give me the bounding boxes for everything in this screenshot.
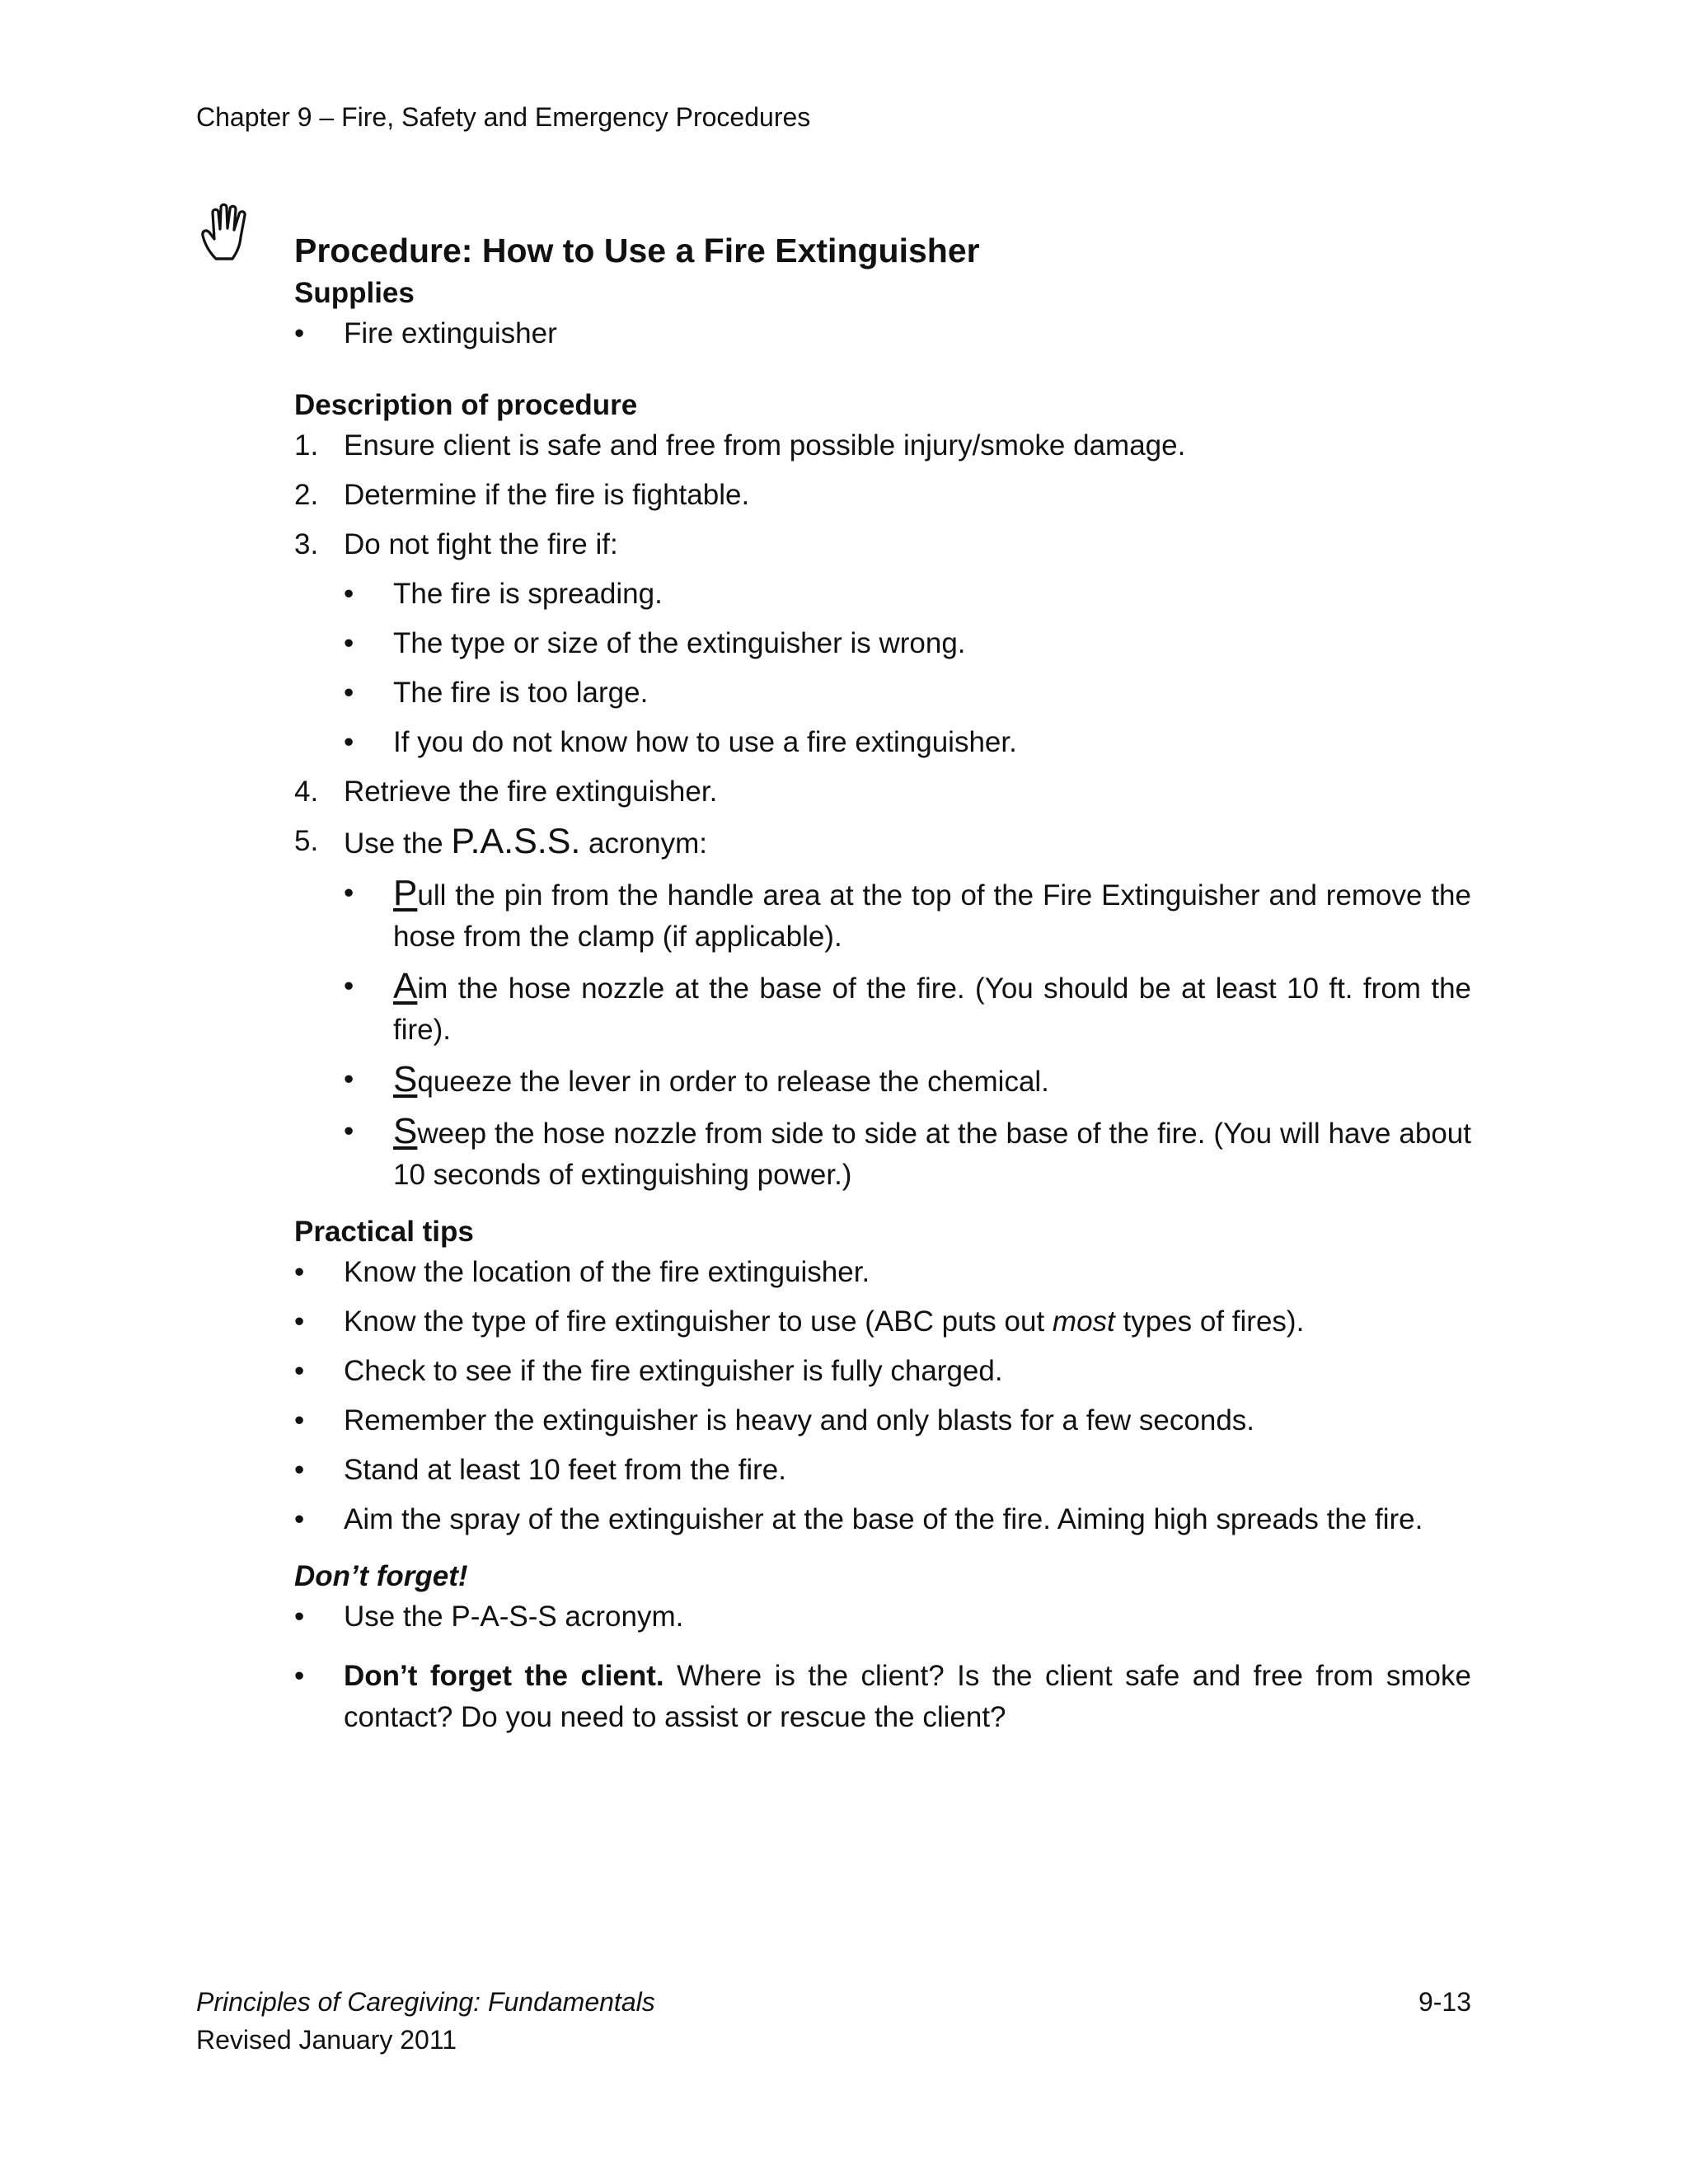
chapter-header: Chapter 9 – Fire, Safety and Emergency Procedures (196, 102, 811, 132)
practical-tips-heading: Practical tips (294, 1216, 474, 1248)
procedure-content (294, 227, 1471, 1746)
dont-forget-list (294, 1596, 1471, 1738)
list-item: • Use the P-A-S-S acronym. (294, 1601, 684, 1633)
pass-item-squeeze: • Squeeze the lever in order to release the chemical. (344, 1059, 1049, 1099)
list-item: • The type or size of the extinguisher is wrong. (344, 627, 966, 659)
procedure-title: Procedure: How to Use a Fire Extinguisher (294, 232, 980, 269)
list-item: • Know the location of the fire extinguisher. (294, 1256, 870, 1288)
pass-acronym: P.A.S.S. (451, 822, 581, 861)
raised-hand-icon (196, 201, 262, 267)
list-item: • Aim the spray of the extinguisher at the base of the fire. Aiming high spreads the fire. (294, 1503, 1423, 1535)
step-3: 3. Do not fight the fire if: • The fire is spreading. • The type or size of the extinguisher is wrong. • The fire is too large. • If you do not know how to use a fire extinguisher. (294, 524, 1471, 763)
pass-item-sweep: • Sweep the hose nozzle from side to side at the base of the fire. (You will have about 10 seconds of extinguishing power.) (344, 1111, 1471, 1191)
revision-date: Revised January 2011 (196, 2025, 457, 2055)
dont-forget-heading: Don’t forget! (294, 1560, 468, 1592)
supplies-list (294, 313, 1471, 354)
list-item: • Check to see if the fire extinguisher is fully charged. (294, 1355, 1003, 1387)
list-item: • Don’t forget the client. Where is the client? Is the client safe and free from smoke contact? Do you need to assist or rescue the client? (294, 1660, 1471, 1733)
list-item: • Remember the extinguisher is heavy and only blasts for a few seconds. (294, 1404, 1255, 1436)
list-item: • The fire is spreading. (344, 578, 663, 610)
procedure-steps (294, 425, 1471, 1196)
book-title: Principles of Caregiving: Fundamentals (196, 1987, 655, 2017)
list-item: • The fire is too large. (344, 677, 649, 709)
step-2: 2. Determine if the fire is fightable. (294, 479, 750, 511)
pass-list (344, 873, 1471, 1196)
list-item: • Know the type of fire extinguisher to use (ABC puts out most types of fires). (294, 1305, 1305, 1338)
practical-tips-list (294, 1252, 1471, 1540)
step-1: 1. Ensure client is safe and free from possible injury/smoke damage. (294, 429, 1186, 462)
list-item: • Stand at least 10 feet from the fire. (294, 1454, 786, 1486)
list-item: • Fire extinguisher (294, 317, 557, 349)
pass-item-pull: • Pull the pin from the handle area at the top of the Fire Extinguisher and remove the hose from the clamp (if applicable). (344, 873, 1471, 953)
list-item: • If you do not know how to use a fire extinguisher. (344, 726, 1017, 758)
page-number: 9-13 (1418, 1987, 1471, 2017)
supplies-heading: Supplies (294, 277, 415, 309)
step-4: 4. Retrieve the fire extinguisher. (294, 776, 718, 808)
pass-item-aim: • Aim the hose nozzle at the base of the fire. (You should be at least 10 ft. from the fire). (344, 966, 1471, 1046)
description-heading: Description of procedure (294, 389, 638, 421)
footer-left (196, 1983, 655, 2059)
do-not-fight-list (344, 574, 1471, 763)
step-5: 5. Use the P.A.S.S. acronym: • Pull the pin from the handle area at the top of the Fire Extinguisher and remove the hose from the clamp (if applicable). • Aim the hose nozzle at the base of the fire. (You should be at least 10 ft. from the fire). • Squeeze the lever in order to release the chemical. • Sweep the hose nozzle from side to side at the base of the fire. (You will have about 10 seconds of extinguishing power.) (294, 821, 1471, 1196)
